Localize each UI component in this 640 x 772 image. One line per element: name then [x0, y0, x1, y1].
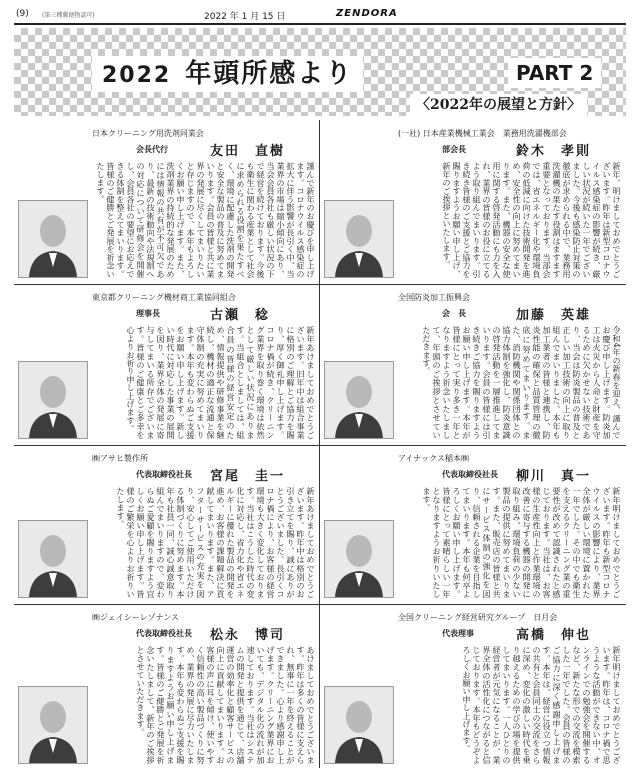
- author-name: 柳川 真一: [516, 469, 592, 484]
- part-label: PART 2: [508, 58, 601, 88]
- author-name: 高橋 伸也: [516, 628, 592, 643]
- organization-name: 東京都クリーニング機材商工業協同組合: [92, 293, 236, 302]
- column-divider: [319, 120, 320, 768]
- title-text: 年頭所感より: [185, 59, 354, 89]
- portrait-photo: [324, 200, 394, 278]
- page-title: [92, 56, 363, 92]
- portrait-photo: [18, 361, 88, 439]
- organization-name: 全国防炎加工振興会: [398, 293, 470, 302]
- article-body: 令和4年の新春を迎え、謹んでお慶び申し上げます。防炎加工は火災から人命と財産を守るために欠かせない技術であり、当会は防炎製品の普及と正しい加工技術の向上に取り組んでまいりました。本年も加工業者の皆様と連携し、防炎性能の確保と品質管理の徹底に努めてまいります。また、消防機関や関係団体との協力体制を強化し、防炎意識の啓発活動を一層推進してまいります。会員の皆様には引き続きご協力を賜りますようお願い申し上げます。本年が皆様にとって実り多き一年となりますよう祈念いたしまして、年頭のご挨拶とさせていただきます。: [422, 326, 622, 439]
- publication-note: (第三種郵便物認可): [42, 12, 95, 19]
- organization-name: 全国クリーニング経営研究グループ 日月会: [398, 613, 558, 622]
- portrait-photo: [18, 520, 88, 598]
- article-body: 新年明けましておめでとうございます。昨年も新型コロナウイルスの影響により、業界全体が厳しい環境に置かれた一年でした。その中でも衛生を支えるクリーニング業の重要性が改めて認識されたと感じております。当社は、お客様の生産性向上と作業環境の改善に寄与する機器の開発に取り組み、環境負荷の少ない製品の提供に努めてまいります。また、販売店の皆様と共にサービス体制の強化を図り、信頼される企業を目指してまいります。本年も何卒よろしくお願い申し上げます。皆様にとって素晴らしい一年となりますようお祈りいたします。: [422, 487, 622, 598]
- organization-name: ㈱ジェイシーレゾナンス: [92, 613, 180, 622]
- author-role: 会長代行: [136, 145, 168, 154]
- article-1: [16, 124, 318, 282]
- row-divider: [14, 604, 626, 605]
- portrait-photo: [324, 520, 394, 598]
- row-divider: [14, 284, 626, 285]
- article-body: 謹んで新年のお慶びを申し上げます。コロナウイルス感染症の拡大に伴う影響が長引く中、当業界の市場は縮小傾向にあり、当会会員各社も厳しい状況の下で経営を続けております。今後も衛生に関わる産業として社会に求められる役割を果たすべく、環境に配慮した洗剤の開発と安全な製品の普及に努めてまいります。会員の皆様と共に業界の発展に尽くしてまいりたいと存じますので、本年もよろしくお願い申し上げます。また、洗剤業界の持続的な発展のためには情報の共有が不可欠であり、最新の技術動向や法規制への対応について研修会を開催し、会員各社の要望にお応えできる体制を整えてまいります。皆様のご健勝とご発展を祈念いたします。: [96, 162, 316, 278]
- header-rule: [14, 23, 626, 25]
- portrait-photo: [324, 686, 394, 764]
- article-body: 新年あけましておめでとうございます。昨年中は格別のお引き立てを賜り、誠にありがとうございました。長引くコロナ禍により、お客様の経営環境も大きく変化しております。当社はこうした時代の変化に対応し、省力化や省エネルギーに優れた製品の開発を進め、お客様の課題解決に貢献してまいります。また、アフターサービスの充実を図り、安心してご使用いただける体制づくりに努めます。本年も社員一同、誠心誠意取り組んでまいりますので、変わらぬご愛顧を賜りますよう宜しくお願い申し上げます。皆様のご繁栄を心よりお祈りいたします。: [116, 487, 316, 598]
- author-name: 古瀬 稔: [210, 308, 271, 323]
- author-role: 代表取締役社長: [136, 629, 192, 638]
- author-role: 代表取締役社長: [442, 470, 498, 479]
- article-3: [16, 288, 318, 443]
- organization-name: アイナックス稲本㈱: [398, 454, 470, 463]
- organization-name: ㈱アサヒ製作所: [92, 454, 148, 463]
- author-name: 宮尾 圭一: [210, 469, 286, 484]
- row-divider: [14, 445, 626, 446]
- article-body: 新年あけましておめでとうございます。旧年中は組合事業に格別のご理解とご協力を賜り、厚く御礼申し上げます。コロナ禍が続き、クリーニング業界を取り巻く環境は依然として厳しい状況にあります。当組合としましては、組合員の皆様の経営安定のため、情報提供や研修事業を継続し、機材の適正な流通と保守体制の充実に努めてまいります。本年も変わらぬご支援をお願い申し上げます。新しい時代に対応した事業の展開を図り、業界全体の発展に寄与してまいる所存でございます。皆様のご健康とご多幸を心よりお祈り申し上げます。: [126, 326, 316, 439]
- article-7: [16, 608, 318, 768]
- author-name: 鈴木 孝則: [516, 144, 592, 159]
- article-4: [322, 288, 624, 443]
- author-role: 部会長: [442, 145, 466, 154]
- organization-name: (一社) 日本産業機械工業会 業務用洗濯機部会: [398, 129, 567, 138]
- issue-date: 2022 年 1 月 15 日: [204, 12, 286, 22]
- article-body: あけましておめでとうございます。昨年は多くの皆様に支えられ、無事に一年を終えることができました。心より感謝申し上げます。クリーニング業界においても、デジタル化の流れが加速しております。当社はシステムの開発と提供を通じて、店舗運営の効率化と顧客サービスの向上に貢献してまいります。お客様の声に耳を傾け、使いやすく信頼性の高い製品づくりに努め、業界の発展に尽力いたします。本年も変わらぬご支援を賜りますようお願い申し上げます。皆様のご健勝とご発展を祈念いたしまして、新年のご挨拶とさせていただきます。: [136, 646, 316, 764]
- subtitle: 〈2022年の展望と方針〉: [410, 94, 587, 116]
- page-number: (9): [16, 9, 29, 19]
- title-year: 2022: [102, 63, 172, 88]
- author-name: 松永 博司: [210, 628, 286, 643]
- author-name: 加藤 英雄: [516, 308, 592, 323]
- author-name: 友田 直樹: [210, 144, 286, 159]
- author-role: 代表取締役社長: [136, 470, 192, 479]
- article-5: [16, 449, 318, 602]
- organization-name: 日本クリーニング用洗剤同業会: [92, 129, 204, 138]
- author-role: 代表理事: [442, 629, 474, 638]
- article-8: [322, 608, 624, 768]
- portrait-photo: [18, 686, 88, 764]
- author-role: 理事長: [136, 309, 160, 318]
- article-body: 新年明けましておめでとうございます。昨年は、コロナ禍で思うような活動ができない中、オンラインでの勉強会を開催するなど、新たな形での交流を模索した一年でした。会員の皆様のご協力に深く感謝申し上げます。本年は、経営に役立つ情報の共有と会員同士の交流をさらに深め、変化の激しい時代を乗り越えるための学びの場を提供してまいります。一人ひとりの経営者が元気になることが、業界全体の活性化につながると信じております。本年もどうぞよろしくお願い申し上げます。: [462, 646, 622, 764]
- masthead-logo: ZENDORA: [336, 8, 398, 19]
- article-body: 新年、明けましておめでとうございます。昨年は新型コロナウイルス感染症の影響が続き、厳しい状況が続いた一年でございました。今後も感染防止対策の徹底が求められる中で、業務用洗濯機の果たす役割はますます重要となっております。当部会では、省エネルギー化や環境負荷の低減に向けた技術開発を進め、安全性の向上に努めてまいります。また、機器の安全な使用に関する啓発活動にも力を入れ、業界の皆様のお役に立てるよう取り組んでまいります。引き続き皆様のご支援とご協力を賜りますようお願い申し上げ、新年のご挨拶といたします。: [442, 162, 622, 278]
- article-6: [322, 449, 624, 602]
- portrait-photo: [324, 361, 394, 439]
- article-2: [322, 124, 624, 282]
- author-role: 会 長: [442, 309, 466, 318]
- portrait-photo: [18, 200, 88, 278]
- page-header: [14, 8, 626, 22]
